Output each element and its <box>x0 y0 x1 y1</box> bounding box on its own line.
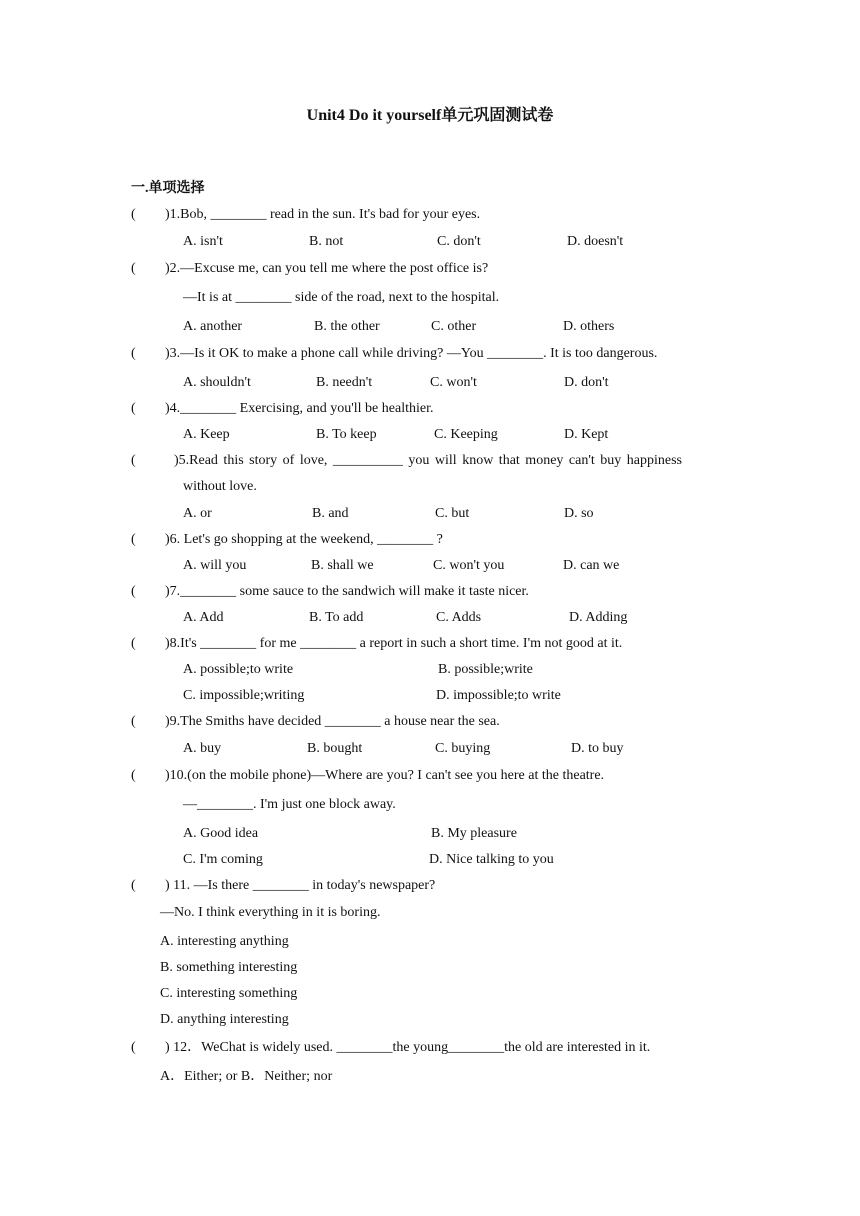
option: C. interesting something <box>160 986 298 1001</box>
option: C. buying <box>435 741 491 756</box>
option: D. doesn't <box>567 234 624 249</box>
option: C. won't you <box>433 558 505 573</box>
answer-paren: ( <box>131 453 136 468</box>
option: B. needn't <box>316 375 373 390</box>
question-stem: )5.Read this story of love, __________ you will know that money can't buy happiness <box>174 453 682 468</box>
option: B. possible;write <box>438 662 533 677</box>
option: D. so <box>564 506 594 521</box>
question-stem: ) 12．WeChat is widely used. ________the young________the old are interested in it. <box>165 1040 651 1055</box>
option: A. shouldn't <box>183 375 251 390</box>
option: D. others <box>563 319 615 334</box>
option: A. isn't <box>183 234 223 249</box>
question-stem: )10.(on the mobile phone)—Where are you? I can't see you here at the theatre. <box>165 768 605 783</box>
answer-paren: ( <box>131 346 136 361</box>
question-stem-line2: —It is at ________ side of the road, next to the hospital. <box>183 290 500 305</box>
option: A. or <box>183 506 212 521</box>
option: A. interesting anything <box>160 934 289 949</box>
answer-paren: ( <box>131 878 136 893</box>
option: B. To keep <box>316 427 377 442</box>
option: D. can we <box>563 558 620 573</box>
option: C. I'm coming <box>183 852 263 867</box>
option: B. My pleasure <box>431 826 517 841</box>
question-stem: )3.—Is it OK to make a phone call while driving? —You ________. It is too dangerous. <box>165 346 658 361</box>
question-stem: )7.________ some sauce to the sandwich will make it taste nicer. <box>165 584 529 599</box>
option: D. Kept <box>564 427 609 442</box>
question-stem: ) 11. —Is there ________ in today's newspaper? <box>165 878 436 893</box>
question-stem-line2: —________. I'm just one block away. <box>183 797 396 812</box>
option: B. and <box>312 506 349 521</box>
option: B. the other <box>314 319 380 334</box>
answer-paren: ( <box>131 636 136 651</box>
option: B. shall we <box>311 558 374 573</box>
answer-paren: ( <box>131 584 136 599</box>
answer-paren: ( <box>131 532 136 547</box>
option: B. not <box>309 234 344 249</box>
option: D. don't <box>564 375 609 390</box>
question-stem-line2: without love. <box>183 479 257 494</box>
option: C. impossible;writing <box>183 688 305 703</box>
option: C. won't <box>430 375 477 390</box>
option: A. buy <box>183 741 222 756</box>
option: A. possible;to write <box>183 662 294 677</box>
page-title: Unit4 Do it yourself单元巩固测试卷 <box>306 107 554 124</box>
option: C. other <box>431 319 477 334</box>
option: D. to buy <box>571 741 624 756</box>
option: B. bought <box>307 741 363 756</box>
section-heading: 一.单项选择 <box>131 181 205 196</box>
question-stem: )6. Let's go shopping at the weekend, ________ ? <box>165 532 443 547</box>
question-stem: )8.It's ________ for me ________ a report in such a short time. I'm not good at it. <box>165 636 623 651</box>
option: D. Adding <box>569 610 628 625</box>
option: A. Good idea <box>183 826 259 841</box>
option: A. Keep <box>183 427 230 442</box>
option: C. Keeping <box>434 427 498 442</box>
answer-paren: ( <box>131 261 136 276</box>
question-stem: )9.The Smiths have decided ________ a house near the sea. <box>165 714 500 729</box>
option: A. another <box>183 319 243 334</box>
answer-paren: ( <box>131 401 136 416</box>
option: C. but <box>435 506 470 521</box>
answer-paren: ( <box>131 768 136 783</box>
option: C. Adds <box>436 610 482 625</box>
answer-paren: ( <box>131 714 136 729</box>
option: C. don't <box>437 234 481 249</box>
option: D. anything interesting <box>160 1012 289 1027</box>
option: D. Nice talking to you <box>429 852 554 867</box>
question-stem-line2: —No. I think everything in it is boring. <box>160 905 381 920</box>
option: A. will you <box>183 558 247 573</box>
option: B. To add <box>309 610 364 625</box>
answer-paren: ( <box>131 207 136 222</box>
question-stem: )2.—Excuse me, can you tell me where the post office is? <box>165 261 489 276</box>
option: A. Add <box>183 610 224 625</box>
question-stem: )1.Bob, ________ read in the sun. It's bad for your eyes. <box>165 207 481 222</box>
option: A．Either; or B．Neither; nor <box>160 1069 333 1084</box>
option: D. impossible;to write <box>436 688 561 703</box>
option: B. something interesting <box>160 960 298 975</box>
answer-paren: ( <box>131 1040 136 1055</box>
question-stem: )4.________ Exercising, and you'll be healthier. <box>165 401 434 416</box>
